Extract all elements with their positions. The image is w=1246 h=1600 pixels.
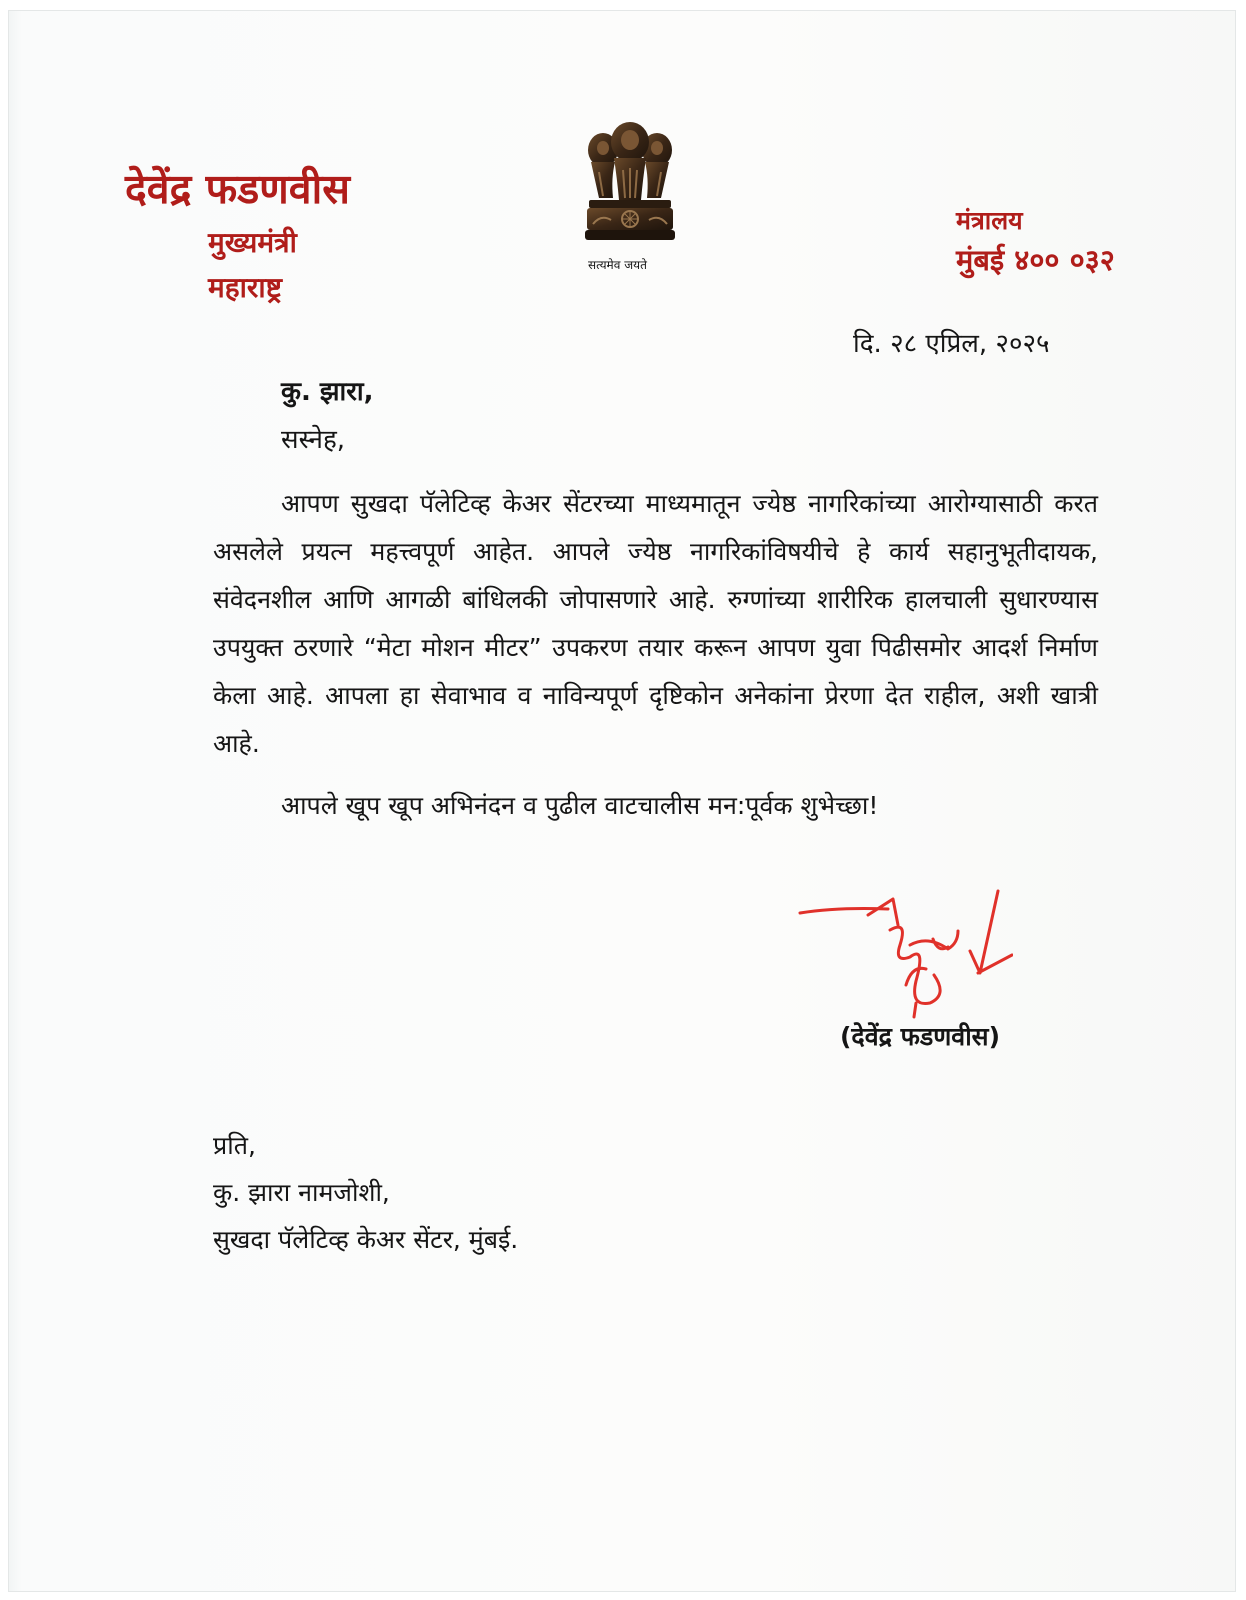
signatory-name: (देवेंद्र फडणवीस) [840, 1022, 1001, 1051]
letter-addressee: कु. झारा, [281, 377, 374, 407]
letterhead-office: मंत्रालय [956, 206, 1023, 235]
recipient-organization: सुखदा पॅलेटिव्ह केअर सेंटर, मुंबई. [213, 1225, 519, 1254]
letter-page [8, 10, 1236, 1592]
recipient-name: कु. झारा नामजोशी, [213, 1178, 390, 1207]
letter-closing: आपले खूप खूप अभिनंदन व पुढील वाटचालीस मन:पूर्वक शुभेच्छा! [281, 791, 879, 820]
letterhead-designation: मुख्यमंत्री [208, 226, 297, 259]
recipient-label: प्रति, [213, 1131, 256, 1160]
emblem-motto: सत्यमेव जयते [588, 258, 647, 272]
national-emblem-icon [581, 120, 679, 268]
letter-body: आपण सुखदा पॅलेटिव्ह केअर सेंटरच्या माध्यमातून ज्येष्ठ नागरिकांच्या आरोग्यासाठी करत असलेले प्रयत्न महत्त्वपूर्ण आहेत. आपले ज्येष्ठ नागरिकांविषयीचे हे कार्य सहानुभूतीदायक, संवेदनशील आणि आगळी बांधिलकी जोपासणारे आहे. रुग्णांच्या शारीरिक हालचाली सुधारण्यास उपयुक्त ठरणारे “मेटा मोशन मीटर” उपकरण तयार करून आपण युवा पिढीसमोर आदर्श निर्माण केला आहे. आपला हा सेवाभाव व नाविन्यपूर्ण दृष्टिकोन अनेकांना प्रेरणा देत राहील, अशी खात्री आहे. [213, 489, 1098, 758]
letter-date: दि. २८ एप्रिल, २०२५ [853, 329, 1050, 359]
letterhead-name: देवेंद्र फडणवीस [125, 165, 350, 213]
letter-greeting: सस्नेह, [281, 425, 346, 455]
letterhead-state: महाराष्ट्र [208, 271, 282, 304]
letterhead-city-pin: मुंबई ४०० ०३२ [956, 243, 1115, 277]
handwritten-signature [798, 885, 1013, 1025]
